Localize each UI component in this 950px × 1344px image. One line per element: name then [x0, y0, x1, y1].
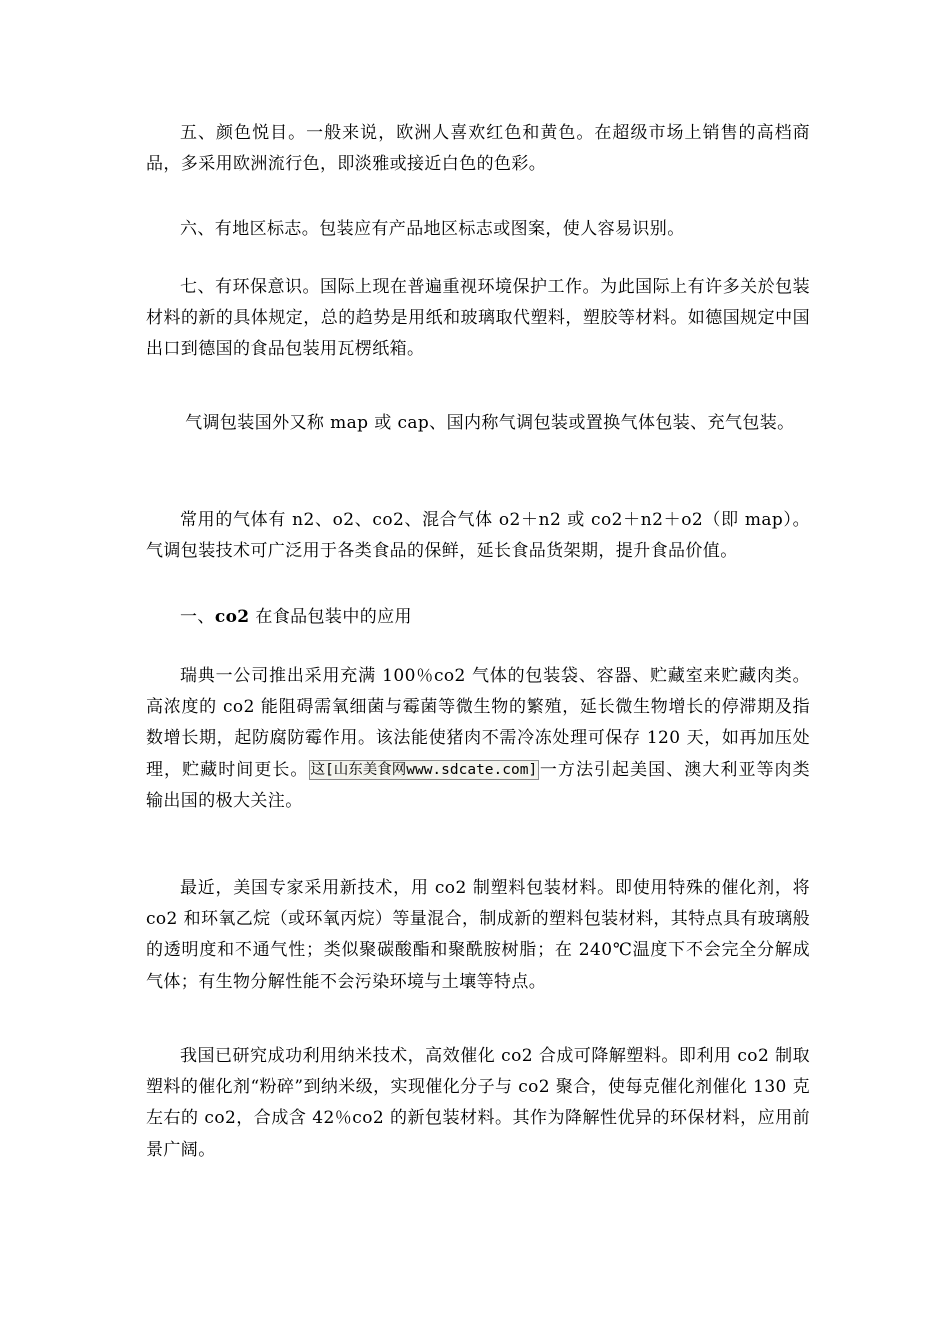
paragraph-color: 五、颜色悦目。一般来说，欧洲人喜欢红色和黄色。在超级市场上销售的高档商品，多采用欧洲流行色，即淡雅或接近白色的色彩。 — [146, 123, 810, 175]
paragraph-gases: 常用的气体有 n2、o2、co2、混合气体 o2＋n2 或 co2＋n2＋o2（即 map）。气调包装技术可广泛用于各类食品的保鲜，延长食品货架期，提升食品价值。 — [146, 510, 810, 562]
paragraph-sweden-before: 瑞典一公司推出采用充满 100％co2 气体的包装袋、容器、贮藏室来贮藏肉类。高浓度的 co2 能阻碍需氧细菌与霉菌等微生物的繁殖，延长微生物增长的停滞期及指数增长期，起防腐防霉作用。该法能使猪肉不需冷冻处理可保存 120 天，如再加压处理，贮藏时间更长。 — [146, 666, 810, 780]
paragraph-map-definition: 气调包装国外又称 map 或 cap、国内称气调包装或置换气体包装、充气包装。 — [185, 413, 795, 433]
paragraph-sweden — [146, 661, 810, 817]
heading-suffix: 在食品包装中的应用 — [249, 607, 412, 627]
heading-prefix: 一、 — [180, 607, 215, 627]
paragraph-environment: 七、有环保意识。国际上现在普遍重视环境保护工作。为此国际上有许多关於包装材料的新的具体规定，总的趋势是用纸和玻璃取代塑料，塑胶等材料。如德国规定中国出口到德国的食品包装用瓦楞纸箱。 — [146, 277, 810, 360]
paragraph-region-mark: 六、有地区标志。包装应有产品地区标志或图案，使人容易识别。 — [180, 219, 685, 239]
paragraph-sweden-after: 一方法引起美国、澳大利亚等肉类输出国的极大关注。 — [146, 759, 811, 811]
paragraph-nanotech: 我国已研究成功利用纳米技术，高效催化 co2 合成可降解塑料。即利用 co2 制取塑料的催化剂“粉碎”到纳米级，实现催化分子与 co2 聚合，使每克催化剂催化 130 克左右的 co2，合成含 42％co2 的新包装材料。其作为降解性优异的环保材料，应用前景广阔。 — [146, 1046, 810, 1160]
section-heading-co2 — [146, 602, 810, 633]
paragraph-us-experts: 最近，美国专家采用新技术，用 co2 制塑料包装材料。即使用特殊的催化剂，将 co2 和环氧乙烷（或环氧丙烷）等量混合，制成新的塑料包装材料，其特点具有玻璃般的透明度和不通气性；类似聚碳酸酯和聚酰胺树脂；在 240℃温度下不会完全分解成气体；有生物分解性能不会污染环境与土壤等特点。 — [146, 878, 810, 992]
source-watermark-link[interactable]: 这[山东美食网www.sdcate.com] — [310, 761, 538, 778]
heading-bold-co2: co2 — [214, 607, 250, 627]
